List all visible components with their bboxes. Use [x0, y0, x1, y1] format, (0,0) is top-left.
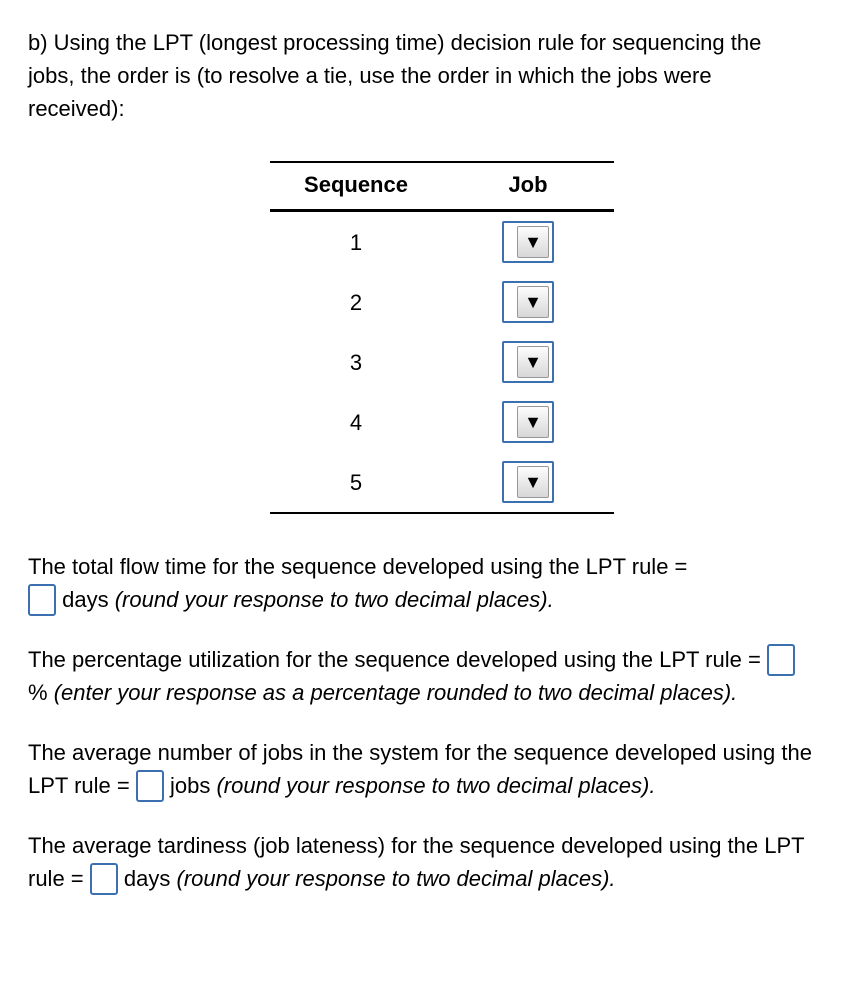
- dropdown-arrow-icon: ▼: [517, 226, 549, 258]
- column-header-job: Job: [442, 162, 614, 211]
- job-dropdown-3[interactable]: [502, 341, 554, 383]
- average-jobs-note: (round your response to two decimal places).: [216, 773, 656, 798]
- table-row: [270, 272, 614, 332]
- average-tardiness-question: [28, 829, 812, 895]
- flow-time-label: The total flow time for the sequence developed using the LPT rule =: [28, 554, 688, 579]
- job-dropdown-2[interactable]: [502, 281, 554, 323]
- utilization-input[interactable]: [767, 644, 795, 676]
- sequence-number-cell: 2: [349, 289, 363, 315]
- flow-time-question: [28, 550, 812, 616]
- sequence-job-table: [270, 161, 614, 514]
- utilization-label: The percentage utilization for the sequence developed using the LPT rule =: [28, 647, 761, 672]
- dropdown-arrow-icon: ▼: [517, 346, 549, 378]
- dropdown-arrow-icon: ▼: [517, 286, 549, 318]
- average-tardiness-label: The average tardiness (job lateness) for the sequence developed using the LPT rule =: [28, 833, 805, 891]
- dropdown-arrow-icon: ▼: [517, 406, 549, 438]
- average-jobs-unit: jobs: [169, 773, 211, 798]
- job-cell: [442, 392, 614, 452]
- dropdown-arrow-icon: ▼: [517, 466, 549, 498]
- flow-time-note: (round your response to two decimal places).: [114, 587, 554, 612]
- utilization-unit: %: [28, 680, 48, 705]
- utilization-question: [28, 643, 812, 709]
- table-row: [270, 452, 614, 513]
- average-jobs-input[interactable]: [136, 770, 164, 802]
- sequence-number-cell: 1: [349, 229, 363, 255]
- average-tardiness-input[interactable]: [90, 863, 118, 895]
- sequence-number-cell: 3: [349, 349, 363, 375]
- average-tardiness-note: (round your response to two decimal places).: [176, 866, 616, 891]
- job-dropdown-5[interactable]: [502, 461, 554, 503]
- flow-time-unit: days: [62, 587, 109, 612]
- table-row: [270, 211, 614, 273]
- job-cell: [442, 332, 614, 392]
- table-header-row: [270, 162, 614, 211]
- job-dropdown-4[interactable]: [502, 401, 554, 443]
- sequence-number-cell: 5: [270, 452, 442, 513]
- job-cell: [442, 211, 614, 273]
- sequence-number-cell: 4: [349, 409, 363, 435]
- total-flow-time-input[interactable]: [28, 584, 56, 616]
- average-jobs-label: The average number of jobs in the system for the sequence developed using the LPT rule =: [28, 740, 812, 798]
- job-cell: [442, 272, 614, 332]
- average-jobs-question: [28, 736, 812, 802]
- utilization-note: (enter your response as a percentage rounded to two decimal places).: [53, 680, 738, 705]
- column-header-sequence: Sequence: [270, 162, 442, 211]
- question-intro-text: b) Using the LPT (longest processing time) decision rule for sequencing the jobs, the order is (to resolve a tie, use the order in which the jobs were received):: [28, 30, 762, 121]
- job-cell: [442, 452, 614, 513]
- table-row: [270, 332, 614, 392]
- average-tardiness-unit: days: [123, 866, 171, 891]
- job-dropdown-1[interactable]: [502, 221, 554, 263]
- table-row: [270, 392, 614, 452]
